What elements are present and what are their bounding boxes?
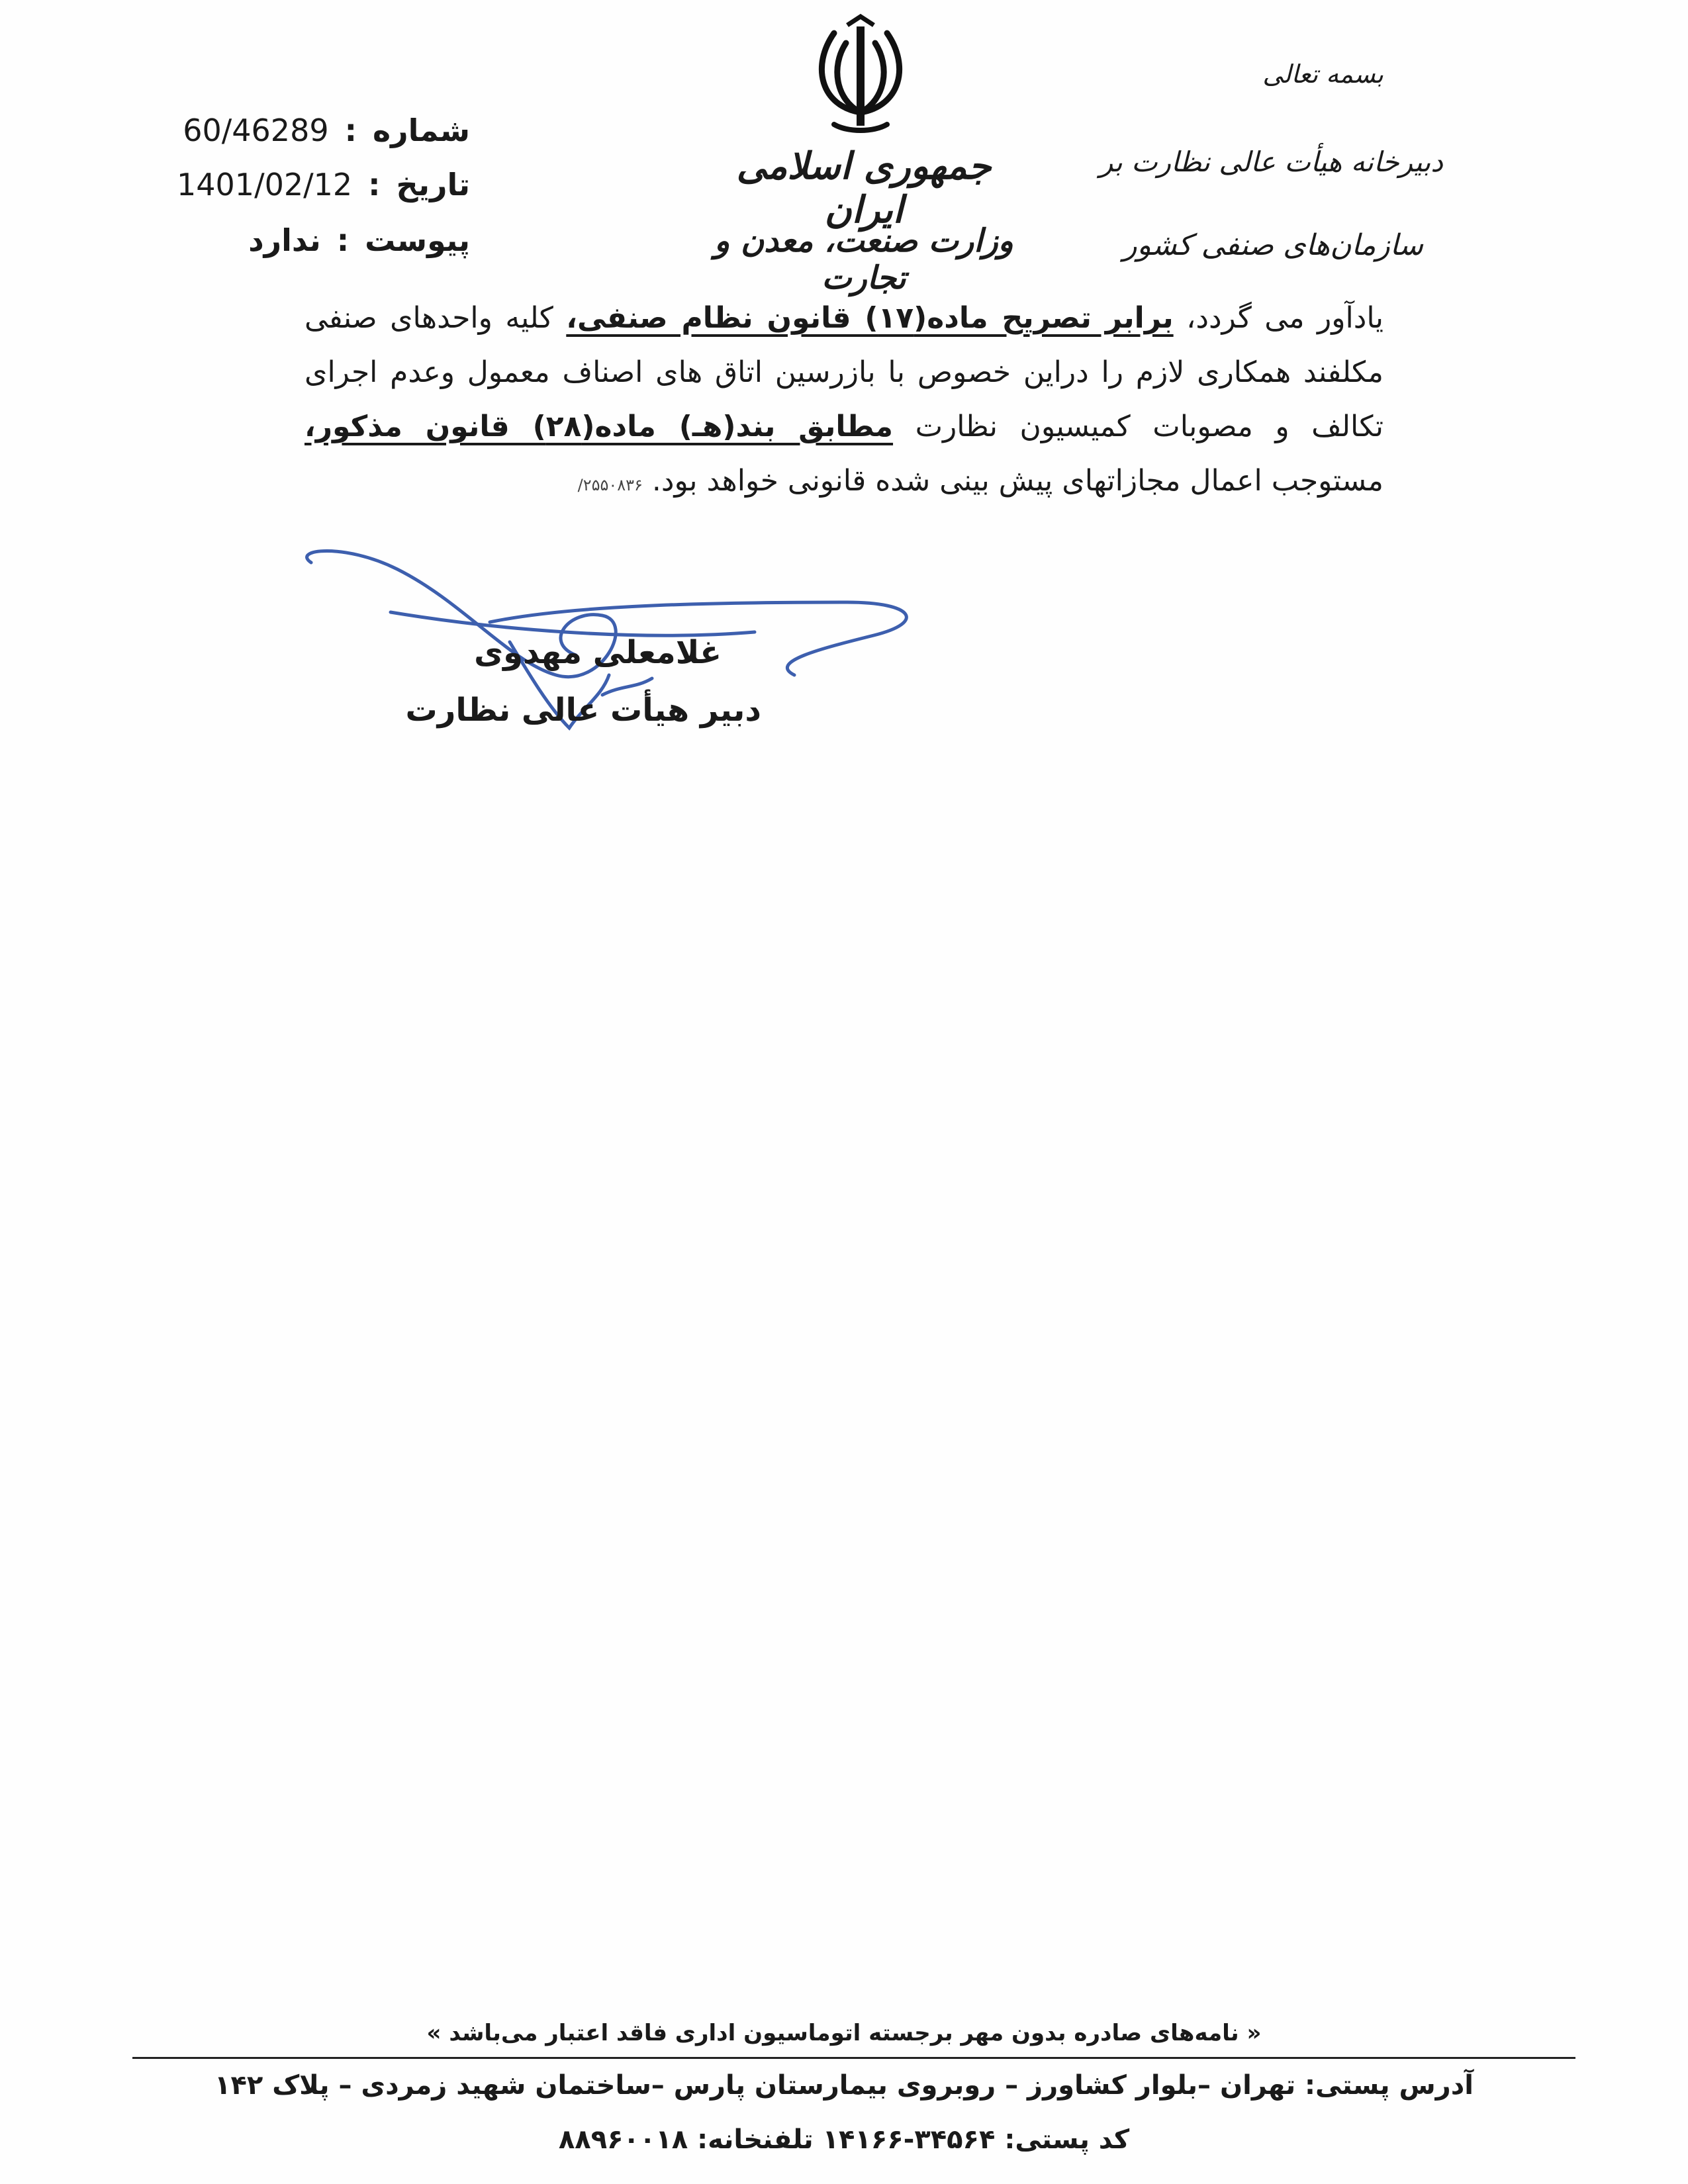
invocation-text: بسمه تعالی (1262, 60, 1383, 89)
date-value: 1401/02/12 (177, 167, 353, 203)
date-label: تاریخ (396, 167, 470, 203)
number-value: 60/46289 (183, 113, 329, 148)
signer-name: غلامعلی مهدوی (474, 634, 722, 671)
letter-number-row (183, 113, 470, 148)
letter-attachment-row (248, 222, 470, 258)
org-line-1: دبیرخانه هیأت عالی نظارت بر (1099, 146, 1443, 178)
body-emphasis-2: مطابق بند(هـ) ماده(۲۸) قانون مذکور، (305, 410, 894, 443)
letter-body (305, 291, 1383, 512)
body-text-2: کلیه واحدهای صنفی مکلفند همکاری لازم را دراین خصوص با بازرسین اتاق های اصناف معمول وعدم اجرای تکالف و مصوبات کمیسیون نظارت (305, 301, 1384, 443)
number-label: شماره (373, 113, 470, 148)
footer-disclaimer: « نامه‌های صادره بدون مهر برجسته اتوماسیون اداری فاقد اعتبار می‌باشد » (426, 2020, 1262, 2046)
footer-address: آدرس پستی: تهران –بلوار کشاورز – روبروی بیمارستان پارس –ساختمان شهید زمردی – پلاک ۱۴۲ (214, 2070, 1474, 2101)
date-separator: : (368, 167, 381, 203)
attachment-separator: : (336, 222, 350, 258)
number-separator: : (344, 113, 357, 148)
body-text-1: یادآور می گردد، (1173, 301, 1383, 335)
country-title: جمهوری اسلامی ایران (736, 144, 992, 232)
footer-postal-phone: کد پستی: ۳۴۵۶۴-۱۴۱۶۶ تلفنخانه: ۸۸۹۶۰۰۱۸ (558, 2124, 1130, 2155)
reference-code: ۲۵۵۰۸۳۶/ (577, 476, 643, 494)
attachment-label: پیوست (365, 222, 470, 258)
body-text-3: مستوجب اعمال مجازاتهای پیش بینی شده قانونی خواهد بود. (642, 464, 1383, 498)
body-emphasis-1: برابر تصریح ماده(۱۷) قانون نظام صنفی، (566, 301, 1174, 335)
footer-divider (132, 2057, 1575, 2059)
letter-date-row (177, 167, 470, 203)
signer-title: دبیر هیأت عالی نظارت (405, 692, 761, 729)
ministry-title: وزارت صنعت، معدن و تجارت (714, 222, 1013, 296)
org-line-2: سازمان‌های صنفی کشور (1123, 228, 1423, 262)
attachment-value: ندارد (248, 222, 321, 258)
iran-emblem-icon (794, 13, 927, 139)
